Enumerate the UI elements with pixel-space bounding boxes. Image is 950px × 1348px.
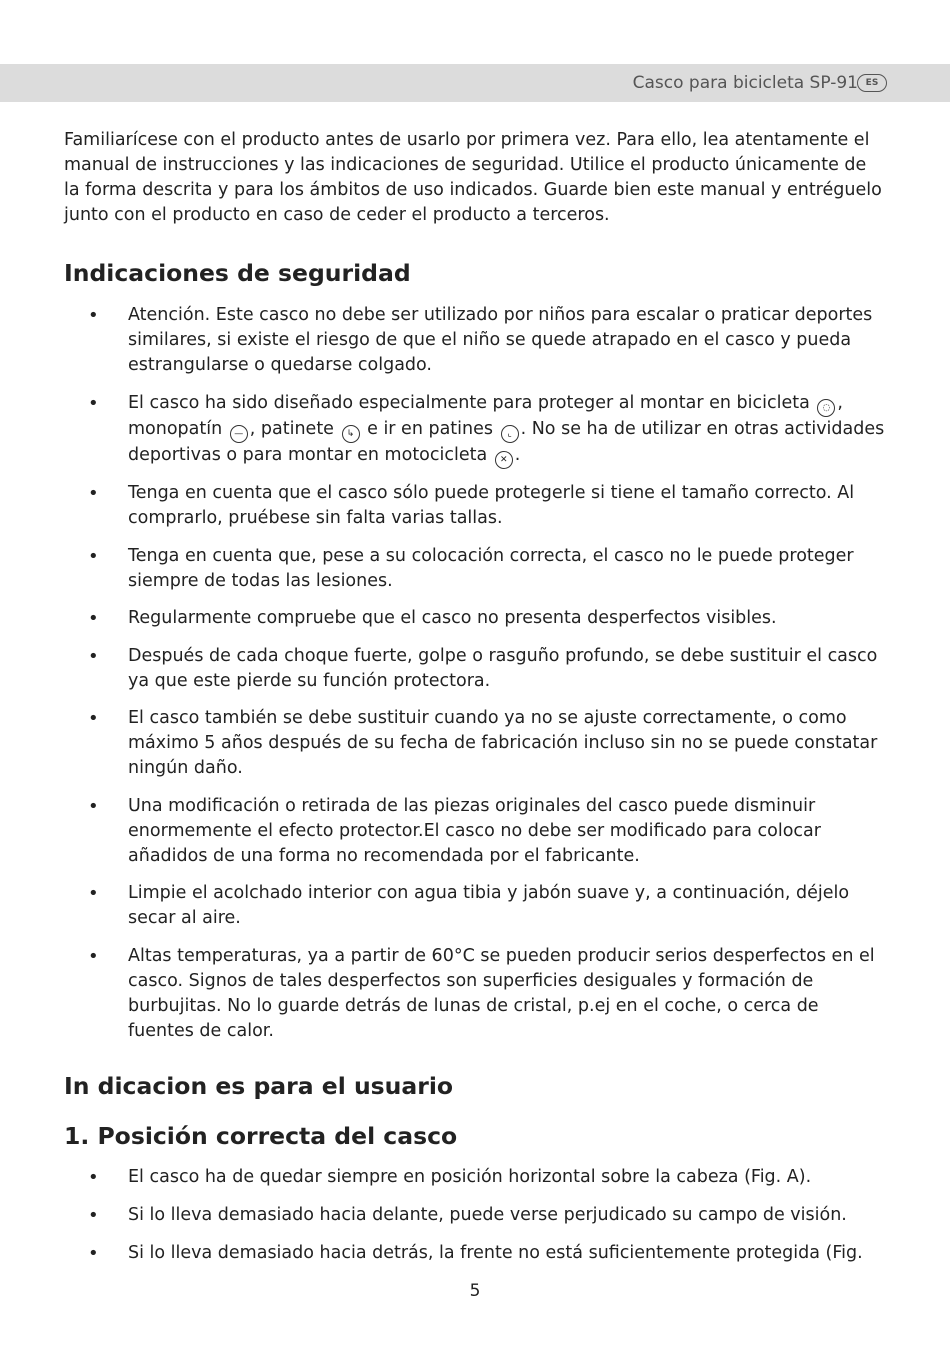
list-item: • Una modificación o retirada de las piezas originales del casco puede disminuir enormemente el efecto protector.El casco no debe ser modificado para colocar añadidos de una forma no recomendada por el fabricante. (0, 794, 888, 869)
item-text: , patinete (249, 418, 334, 439)
list-item: • Tenga en cuenta que el casco sólo puede protegerle si tiene el tamaño correcto. Al comprarlo, pruébese sin falta varias tallas. (0, 481, 888, 531)
list-item: • Si lo lleva demasiado hacia delante, puede verse perjudicado su campo de visión. (0, 1203, 888, 1228)
item-text: , monopatín (128, 392, 843, 439)
list-item: • Después de cada choque fuerte, golpe o rasguño profundo, se debe sustituir el casco ya que este pierde su función protectora. (0, 644, 888, 694)
list-item: • Altas temperaturas, ya a partir de 60°C se pueden producir serios desperfectos en el casco. Signos de tales desperfectos son superficies desiguales y formación de burbujitas. No lo guarde detrás de lunas de cristal, p.ej en el coche, o cerca de fuentes de calor. (0, 944, 888, 1044)
item-text: El casco ha sido diseñado especialmente para proteger al montar en bicicleta (128, 392, 810, 413)
page-number: 5 (469, 1281, 481, 1301)
list-item: • Tenga en cuenta que, pese a su colocación correcta, el casco no le puede proteger siempre de todas las lesiones. (0, 544, 888, 594)
list-item: • El casco también se debe sustituir cuando ya no se ajuste correctamente, o como máximo 5 años después de su fecha de fabricación incluso sin no se puede constatar ningún daño. (0, 706, 888, 781)
list-item: • Regularmente compruebe que el casco no presenta desperfectos visibles. (0, 606, 888, 631)
list-item: • Atención. Este casco no debe ser utilizado por niños para escalar o praticar deportes similares, si existe el riesgo de que el niño se quede atrapado en el casco y pueda estrangularse o quedarse colgado. (0, 303, 888, 378)
skate-icon: ⌞ (501, 425, 519, 443)
list-item: • El casco ha de quedar siempre en posición horizontal sobre la cabeza (Fig. A). (0, 1165, 888, 1190)
skateboard-icon: — (230, 425, 248, 443)
position-heading: 1. Posición correcta del casco (64, 1122, 458, 1150)
item-text: . (514, 444, 521, 465)
document-title: Casco para bicicleta SP-91 (632, 73, 858, 93)
intro-paragraph: Familiarícese con el producto antes de usarlo por primera vez. Para ello, lea atentamente el manual de instrucciones y las indicaciones de seguridad. Utilice el producto únicamente de la forma descrita y para los ámbitos de uso indicados. Guarde bien este manual y entréguelo junto con el producto en caso de ceder el producto a terceros. (64, 130, 882, 225)
list-item: • Limpie el acolchado interior con agua tibia y jabón suave y, a continuación, déjelo secar al aire. (0, 881, 888, 931)
safety-heading: Indicaciones de seguridad (64, 259, 411, 287)
list-item: • Si lo lleva demasiado hacia detrás, la frente no está suficientemente protegida (Fig. (0, 1241, 888, 1266)
bicycle-icon: ◌ (817, 399, 835, 417)
position-list (0, 1165, 888, 1279)
safety-list (0, 303, 888, 1056)
language-badge: ES (857, 74, 887, 92)
item-text: e ir en patines (367, 418, 494, 439)
header-bar (0, 64, 950, 102)
list-item (0, 391, 888, 469)
scooter-icon: ↳ (342, 425, 360, 443)
user-heading: In dicacion es para el usuario (64, 1072, 454, 1100)
item-text: . No se ha de utilizar en otras actividades deportivas o para montar en motocicleta (128, 418, 885, 465)
no-motorcycle-icon: ✕ (495, 451, 513, 469)
